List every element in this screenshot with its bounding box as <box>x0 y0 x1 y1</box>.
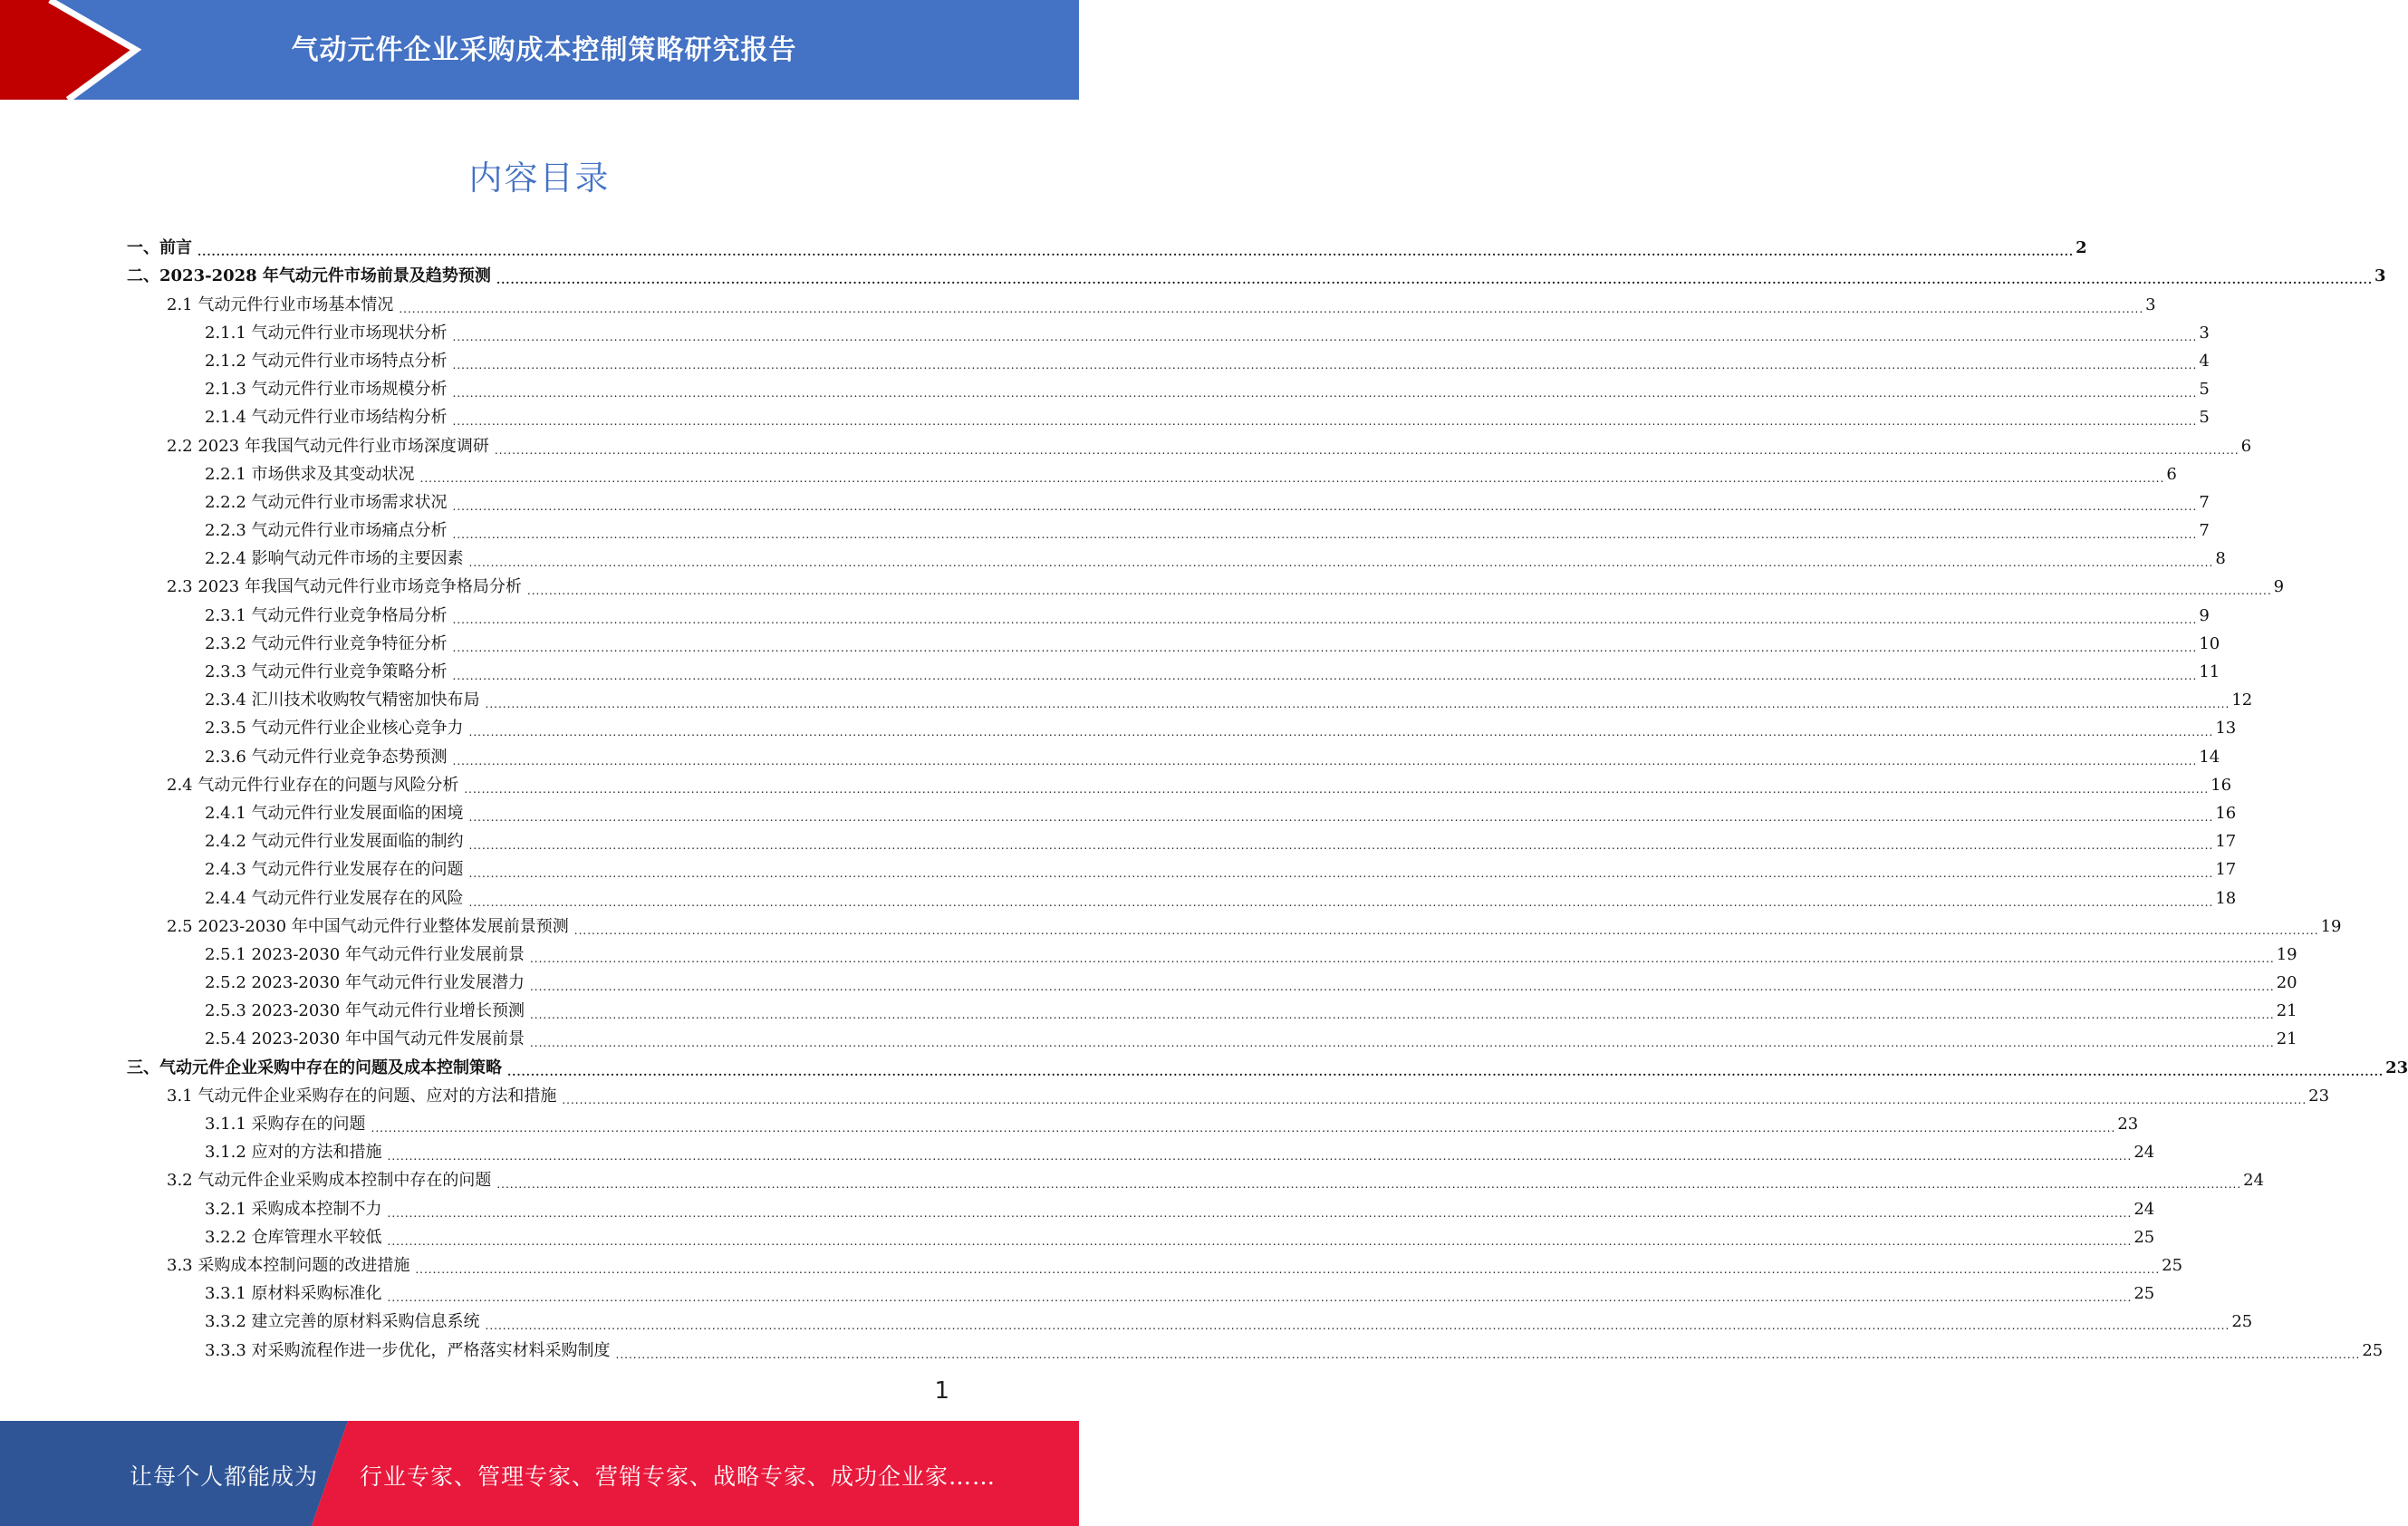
toc-entry-label: 2.5.2 2023-2030 年气动元件行业发展潜力 <box>205 973 525 993</box>
toc-entry[interactable] <box>127 768 2232 796</box>
toc-entry[interactable] <box>127 485 2210 513</box>
toc-entry-page: 25 <box>2362 1340 2384 1360</box>
toc-leader-dots: ................................................................................................................................................................................................................................................................................................................................................................................................................ <box>468 867 2214 881</box>
toc-entry[interactable] <box>127 597 2210 626</box>
toc-leader-dots: ................................................................................................................................................................................................................................................................................................................................................................................................................ <box>452 641 2198 654</box>
toc-entry-page: 19 <box>2276 944 2297 964</box>
toc-leader-dots: ................................................................................................................................................................................................................................................................................................................................................................................................................ <box>452 754 2198 768</box>
toc-entry-page: 24 <box>2133 1199 2155 1219</box>
toc-entry-page: 16 <box>2215 803 2237 823</box>
toc-entry-page: 9 <box>2273 577 2285 597</box>
toc-entry[interactable] <box>127 1191 2155 1220</box>
toc-entry-page: 6 <box>2166 464 2177 484</box>
toc-leader-dots: ................................................................................................................................................................................................................................................................................................................................................................................................................ <box>468 726 2214 739</box>
toc-leader-dots: ................................................................................................................................................................................................................................................................................................................................................................................................................ <box>399 302 2144 315</box>
toc-leader-dots: ................................................................................................................................................................................................................................................................................................................................................................................................................ <box>452 499 2198 513</box>
toc-leader-dots: ................................................................................................................................................................................................................................................................................................................................................................................................................ <box>464 782 2210 796</box>
toc-entry-label: 2.4.3 气动元件行业发展存在的问题 <box>205 860 464 880</box>
toc-entry[interactable] <box>127 286 2156 315</box>
toc-entry-label: 2.4.1 气动元件行业发展面临的困境 <box>205 803 464 823</box>
toc-leader-dots: ................................................................................................................................................................................................................................................................................................................................................................................................................ <box>468 895 2214 909</box>
toc-entry-label: 2.3.2 气动元件行业竞争特征分析 <box>205 633 448 653</box>
toc-leader-dots: ................................................................................................................................................................................................................................................................................................................................................................................................................ <box>387 1206 2133 1220</box>
toc-entry-label: 3.2 气动元件企业采购成本控制中存在的问题 <box>167 1171 492 1191</box>
toc-leader-dots: ................................................................................................................................................................................................................................................................................................................................................................................................................ <box>387 1234 2133 1248</box>
toc-entry-page: 23 <box>2308 1086 2330 1106</box>
toc-entry-page: 12 <box>2231 691 2253 710</box>
toc-leader-dots: ................................................................................................................................................................................................................................................................................................................................................................................................................ <box>468 556 2214 570</box>
toc-entry[interactable] <box>127 1332 2384 1361</box>
toc-entry[interactable] <box>127 1049 2408 1078</box>
toc-entry[interactable] <box>127 343 2210 372</box>
toc-entry-page: 25 <box>2231 1312 2253 1332</box>
toc-entry-page: 8 <box>2215 549 2226 569</box>
toc-entry[interactable] <box>127 230 2087 259</box>
toc-entry[interactable] <box>127 541 2226 570</box>
toc-leader-dots: ................................................................................................................................................................................................................................................................................................................................................................................................................ <box>529 1009 2275 1022</box>
toc-entry-label: 3.3.2 建立完善的原材料采购信息系统 <box>205 1312 480 1332</box>
toc-entry-page: 25 <box>2133 1284 2155 1304</box>
toc-entry-page: 21 <box>2276 1001 2297 1021</box>
toc-entry-label: 2.1.3 气动元件行业市场规模分析 <box>205 380 448 400</box>
toc-leader-dots: ................................................................................................................................................................................................................................................................................................................................................................................................................ <box>507 1065 2384 1078</box>
toc-leader-dots: ................................................................................................................................................................................................................................................................................................................................................................................................................ <box>468 839 2214 853</box>
footer-banner <box>0 1421 1079 1526</box>
toc-entry-label: 3.2.1 采购成本控制不力 <box>205 1199 382 1219</box>
toc-entry-label: 3.3.3 对采购流程作进一步优化，严格落实材料采购制度 <box>205 1340 611 1360</box>
toc-entry-page: 24 <box>2133 1143 2155 1163</box>
toc-entry-label: 2.2.3 气动元件行业市场痛点分析 <box>205 521 448 541</box>
toc-leader-dots: ................................................................................................................................................................................................................................................................................................................................................................................................................ <box>494 443 2239 457</box>
toc-entry[interactable] <box>127 400 2210 429</box>
toc-leader-dots: ................................................................................................................................................................................................................................................................................................................................................................................................................ <box>452 415 2198 429</box>
toc-entry-page: 6 <box>2240 436 2252 456</box>
toc-leader-dots: ................................................................................................................................................................................................................................................................................................................................................................................................................ <box>562 1093 2307 1106</box>
toc-entry[interactable] <box>127 654 2220 682</box>
toc-entry-label: 2.1.1 气动元件行业市场现状分析 <box>205 323 448 343</box>
table-of-contents <box>127 230 2408 1361</box>
toc-leader-dots: ................................................................................................................................................................................................................................................................................................................................................................................................................ <box>452 387 2198 401</box>
toc-entry-page: 23 <box>2385 1058 2408 1077</box>
toc-entry-page: 19 <box>2320 916 2342 936</box>
toc-entry-label: 2.4.2 气动元件行业发展面临的制约 <box>205 832 464 852</box>
toc-entry-label: 3.1.1 采购存在的问题 <box>205 1115 366 1134</box>
toc-entry[interactable] <box>127 1106 2139 1135</box>
toc-entry[interactable] <box>127 258 2386 287</box>
toc-entry-label: 二、2023-2028 年气动元件市场前景及趋势预测 <box>127 266 491 286</box>
toc-entry-label: 一、前言 <box>127 238 192 258</box>
toc-entry-page: 9 <box>2199 605 2210 625</box>
toc-leader-dots: ................................................................................................................................................................................................................................................................................................................................................................................................................ <box>615 1347 2361 1361</box>
toc-entry-page: 21 <box>2276 1029 2297 1049</box>
toc-entry[interactable] <box>127 880 2237 909</box>
toc-entry[interactable] <box>127 457 2177 485</box>
toc-entry-label: 2.2.4 影响气动元件市场的主要因素 <box>205 549 464 569</box>
toc-leader-dots: ................................................................................................................................................................................................................................................................................................................................................................................................................ <box>485 698 2230 711</box>
toc-leader-dots: ................................................................................................................................................................................................................................................................................................................................................................................................................ <box>496 274 2374 287</box>
toc-entry[interactable] <box>127 965 2297 994</box>
toc-entry-page: 20 <box>2276 973 2297 993</box>
toc-leader-dots: ................................................................................................................................................................................................................................................................................................................................................................................................................ <box>371 1122 2116 1135</box>
footer-slogan: 让每个人都能成为 <box>130 1463 319 1490</box>
toc-entry-label: 2.5.1 2023-2030 年气动元件行业发展前景 <box>205 944 525 964</box>
toc-entry-page: 5 <box>2199 380 2210 400</box>
toc-entry[interactable] <box>127 569 2285 598</box>
toc-entry[interactable] <box>127 428 2252 457</box>
toc-leader-dots: ................................................................................................................................................................................................................................................................................................................................................................................................................ <box>452 358 2198 372</box>
toc-entry-label: 2.2 2023 年我国气动元件行业市场深度调研 <box>167 436 489 456</box>
toc-entry[interactable] <box>127 1248 2183 1276</box>
toc-entry-page: 3 <box>2374 266 2386 286</box>
toc-entry[interactable] <box>127 852 2237 881</box>
toc-entry-label: 2.4 气动元件行业存在的问题与风险分析 <box>167 775 459 795</box>
footer-roles: 行业专家、管理专家、营销专家、战略专家、成功企业家…… <box>360 1463 997 1490</box>
toc-entry-page: 24 <box>2243 1171 2265 1191</box>
toc-entry[interactable] <box>127 909 2342 937</box>
toc-entry[interactable] <box>127 937 2297 965</box>
toc-leader-dots: ................................................................................................................................................................................................................................................................................................................................................................................................................ <box>452 528 2198 542</box>
toc-entry-page: 4 <box>2199 351 2210 371</box>
toc-leader-dots: ................................................................................................................................................................................................................................................................................................................................................................................................................ <box>573 923 2319 937</box>
header-banner <box>0 0 1079 100</box>
toc-entry[interactable] <box>127 513 2210 542</box>
toc-entry-label: 3.2.2 仓库管理水平较低 <box>205 1227 382 1247</box>
toc-leader-dots: ................................................................................................................................................................................................................................................................................................................................................................................................................ <box>197 246 2075 259</box>
toc-entry-label: 2.5.4 2023-2030 年中国气动元件发展前景 <box>205 1029 525 1049</box>
toc-entry[interactable] <box>127 796 2237 824</box>
toc-leader-dots: ................................................................................................................................................................................................................................................................................................................................................................................................................ <box>526 584 2272 598</box>
toc-entry[interactable] <box>127 710 2237 739</box>
page-number: 1 <box>934 1377 949 1405</box>
toc-entry-label: 2.5.3 2023-2030 年气动元件行业增长预测 <box>205 1001 525 1021</box>
toc-entry-label: 2.3.4 汇川技术收购牧气精密加快布局 <box>205 691 480 710</box>
toc-leader-dots: ................................................................................................................................................................................................................................................................................................................................................................................................................ <box>496 1178 2242 1192</box>
toc-entry-page: 3 <box>2199 323 2210 343</box>
toc-entry-label: 2.3.6 气动元件行业竞争态势预测 <box>205 747 448 767</box>
toc-leader-dots: ................................................................................................................................................................................................................................................................................................................................................................................................................ <box>387 1150 2133 1164</box>
toc-entry-label: 三、气动元件企业采购中存在的问题及成本控制策略 <box>127 1058 502 1077</box>
toc-leader-dots: ................................................................................................................................................................................................................................................................................................................................................................................................................ <box>485 1319 2230 1333</box>
toc-entry[interactable] <box>127 1163 2265 1192</box>
toc-entry-page: 10 <box>2199 633 2220 653</box>
report-title: 气动元件企业采购成本控制策略研究报告 <box>291 34 797 66</box>
toc-entry-label: 3.1.2 应对的方法和措施 <box>205 1143 382 1163</box>
toc-leader-dots: ................................................................................................................................................................................................................................................................................................................................................................................................................ <box>415 1262 2161 1276</box>
toc-entry-page: 16 <box>2211 775 2232 795</box>
toc-entry-label: 2.1 气动元件行业市场基本情况 <box>167 295 394 314</box>
toc-entry-page: 3 <box>2145 295 2156 314</box>
toc-entry-label: 2.1.2 气动元件行业市场特点分析 <box>205 351 448 371</box>
toc-entry-label: 3.3.1 原材料采购标准化 <box>205 1284 382 1304</box>
toc-entry-label: 2.2.2 气动元件行业市场需求状况 <box>205 492 448 512</box>
toc-entry-label: 2.3.5 气动元件行业企业核心竞争力 <box>205 719 464 739</box>
toc-entry-label: 2.1.4 气动元件行业市场结构分析 <box>205 408 448 428</box>
toc-entry-page: 17 <box>2215 860 2237 880</box>
toc-entry-page: 7 <box>2199 521 2210 541</box>
toc-entry-label: 2.3.3 气动元件行业竞争策略分析 <box>205 662 448 681</box>
toc-entry[interactable] <box>127 682 2253 711</box>
toc-entry[interactable] <box>127 1276 2155 1305</box>
toc-leader-dots: ................................................................................................................................................................................................................................................................................................................................................................................................................ <box>452 670 2198 682</box>
toc-entry-page: 25 <box>2133 1227 2155 1247</box>
toc-leader-dots: ................................................................................................................................................................................................................................................................................................................................................................................................................ <box>529 1037 2275 1050</box>
toc-entry[interactable] <box>127 993 2297 1022</box>
toc-entry[interactable] <box>127 626 2220 654</box>
toc-entry-label: 2.4.4 气动元件行业发展存在的风险 <box>205 888 464 908</box>
toc-leader-dots: ................................................................................................................................................................................................................................................................................................................................................................................................................ <box>419 471 2165 485</box>
toc-entry-label: 2.3.1 气动元件行业竞争格局分析 <box>205 605 448 625</box>
toc-entry-page: 25 <box>2162 1255 2183 1275</box>
toc-leader-dots: ................................................................................................................................................................................................................................................................................................................................................................................................................ <box>452 330 2198 343</box>
toc-entry[interactable] <box>127 315 2210 343</box>
toc-entry[interactable] <box>127 372 2210 401</box>
toc-entry-label: 3.1 气动元件企业采购存在的问题、应对的方法和措施 <box>167 1086 557 1106</box>
toc-entry-label: 3.3 采购成本控制问题的改进措施 <box>167 1255 410 1275</box>
toc-entry-label: 2.3 2023 年我国气动元件行业市场竞争格局分析 <box>167 577 522 597</box>
toc-leader-dots: ................................................................................................................................................................................................................................................................................................................................................................................................................ <box>387 1291 2133 1305</box>
toc-entry-page: 7 <box>2199 492 2210 512</box>
toc-entry-page: 13 <box>2215 719 2237 739</box>
toc-entry[interactable] <box>127 1220 2155 1248</box>
toc-entry-page: 14 <box>2199 747 2220 767</box>
toc-entry[interactable] <box>127 1021 2297 1050</box>
toc-entry-label: 2.5 2023-2030 年中国气动元件行业整体发展前景预测 <box>167 916 569 936</box>
toc-entry[interactable] <box>127 1135 2155 1164</box>
toc-entry-page: 23 <box>2117 1115 2139 1134</box>
toc-leader-dots: ................................................................................................................................................................................................................................................................................................................................................................................................................ <box>529 980 2275 994</box>
toc-entry[interactable] <box>127 1304 2253 1333</box>
toc-leader-dots: ................................................................................................................................................................................................................................................................................................................................................................................................................ <box>468 810 2214 824</box>
toc-leader-dots: ................................................................................................................................................................................................................................................................................................................................................................................................................ <box>452 613 2198 626</box>
toc-entry-page: 2 <box>2076 238 2087 258</box>
toc-entry[interactable] <box>127 824 2237 853</box>
toc-entry-page: 11 <box>2199 662 2220 681</box>
toc-heading: 内容目录 <box>468 159 611 198</box>
toc-entry-page: 17 <box>2215 832 2237 852</box>
toc-entry[interactable] <box>127 739 2220 768</box>
toc-entry-label: 2.2.1 市场供求及其变动状况 <box>205 464 415 484</box>
toc-entry-page: 18 <box>2215 888 2237 908</box>
toc-entry-page: 5 <box>2199 408 2210 428</box>
toc-entry[interactable] <box>127 1078 2330 1106</box>
toc-leader-dots: ................................................................................................................................................................................................................................................................................................................................................................................................................ <box>529 951 2275 965</box>
